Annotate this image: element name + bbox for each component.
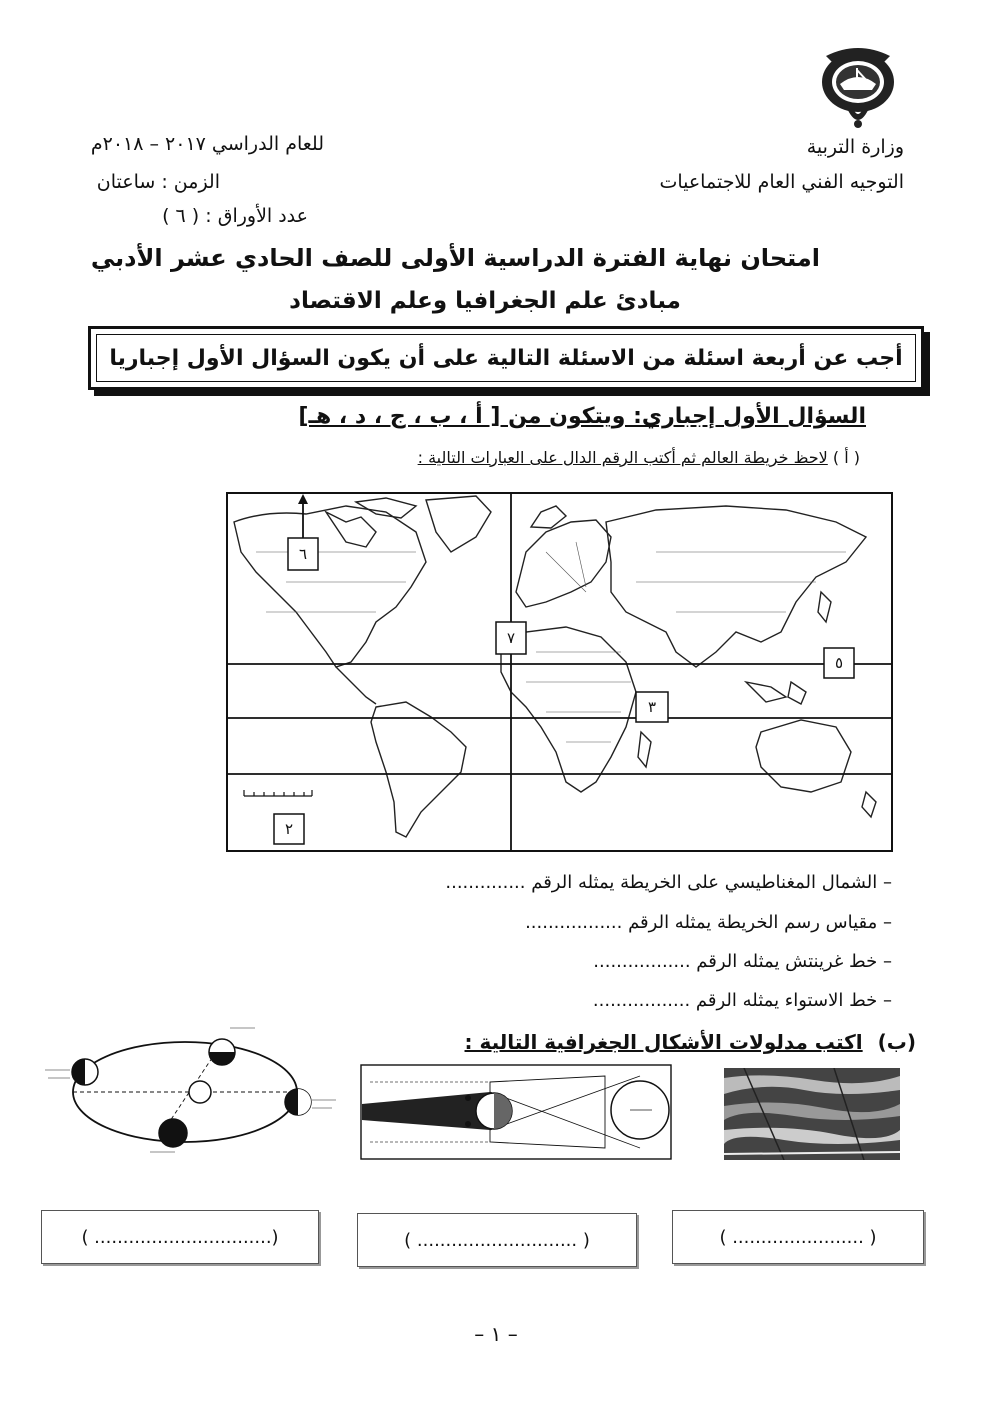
answer-box-3[interactable]: (............................... ) — [41, 1210, 319, 1264]
part-a-instruction — [418, 448, 860, 467]
eclipse-figure — [360, 1064, 672, 1160]
ministry-name: وزارة التربية — [806, 136, 904, 158]
earth-orbit-figure — [40, 1022, 340, 1162]
exam-title: امتحان نهاية الفترة الدراسية الأولى للصف الحادي عشر الأدبي — [90, 244, 820, 272]
part-b-label: (ب) — [877, 1030, 916, 1054]
kuwait-emblem-icon — [818, 44, 898, 134]
academic-year: للعام الدراسي ٢٠١٧ – ٢٠١٨م — [90, 133, 324, 155]
rock-strata-figure — [724, 1068, 900, 1160]
statement-map-scale: – مقياس رسم الخريطة يمثله الرقم ................. — [525, 912, 892, 933]
department-name: التوجيه الفني العام للاجتماعيات — [659, 171, 904, 193]
page-number: – ١ – — [474, 1322, 518, 1346]
map-label-3: ٣ — [647, 698, 657, 716]
part-b-text: اكتب مدلولات الأشكال الجغرافية التالية : — [464, 1030, 863, 1054]
statement-magnetic-north: – الشمال المغناطيسي على الخريطة يمثله الرقم .............. — [445, 872, 892, 893]
map-label-7: ٧ — [506, 629, 516, 647]
instructions-text: أجب عن أربعة اسئلة من الاسئلة التالية على أن يكون السؤال الأول إجباريا — [96, 334, 916, 382]
exam-duration: الزمن : ساعتان — [96, 171, 220, 193]
statement-equator: – خط الاستواء يمثله الرقم ................. — [592, 990, 892, 1011]
part-a-text: لاحظ خريطة العالم ثم أكتب الرقم الدال على العبارات التالية : — [417, 448, 828, 467]
map-label-2: ٢ — [284, 820, 294, 838]
map-label-6: ٦ — [298, 545, 308, 563]
part-b-instruction — [465, 1030, 916, 1054]
page-count: عدد الأوراق : ( ٦ ) — [162, 205, 308, 227]
map-label-5: ٥ — [834, 654, 844, 672]
answer-box-2[interactable]: ( ............................ ) — [357, 1213, 637, 1267]
instructions-box — [88, 326, 924, 390]
part-a-label: ( أ ) — [832, 448, 860, 467]
question1-heading: السؤال الأول إجباري: ويتكون من [ أ ، ب ، ج ، د ، هـ] — [298, 404, 866, 429]
subject-title: مبادئ علم الجغرافيا وعلم الاقتصاد — [289, 288, 681, 314]
answer-box-1[interactable]: ( ....................... ) — [672, 1210, 924, 1264]
world-map — [226, 492, 893, 852]
statement-greenwich: – خط غرينتش يمثله الرقم ................. — [593, 951, 892, 972]
